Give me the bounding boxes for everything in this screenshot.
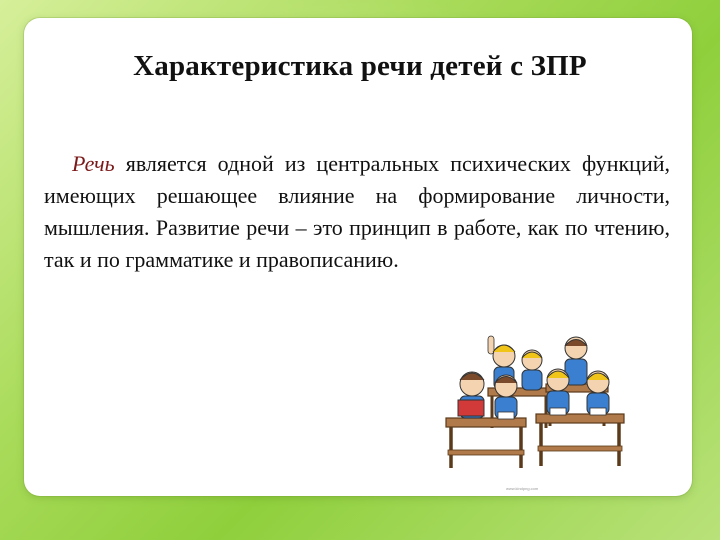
image-caption: www.kindpng.com — [506, 486, 539, 491]
child-front-middle — [495, 375, 517, 419]
classroom-children-icon — [436, 318, 636, 502]
child-reading-red-book — [458, 372, 484, 418]
child-back-middle — [522, 350, 542, 390]
desk-front-left — [446, 418, 526, 468]
body-accent-word: Речь — [72, 151, 115, 176]
slide-title: Характеристика речи детей с ЗПР — [133, 50, 587, 82]
slide-body — [44, 148, 670, 276]
body-text-rest: является одной из центральных психических функций, имеющих решающее влияние на формирование личности, мышления. Развитие речи – это принцип в работе, как по чтению, так и по грамматике и правописанию. — [44, 151, 670, 272]
desk-front-right — [536, 414, 624, 466]
child-front-right-b — [587, 371, 609, 415]
child-front-right-a — [547, 369, 569, 415]
